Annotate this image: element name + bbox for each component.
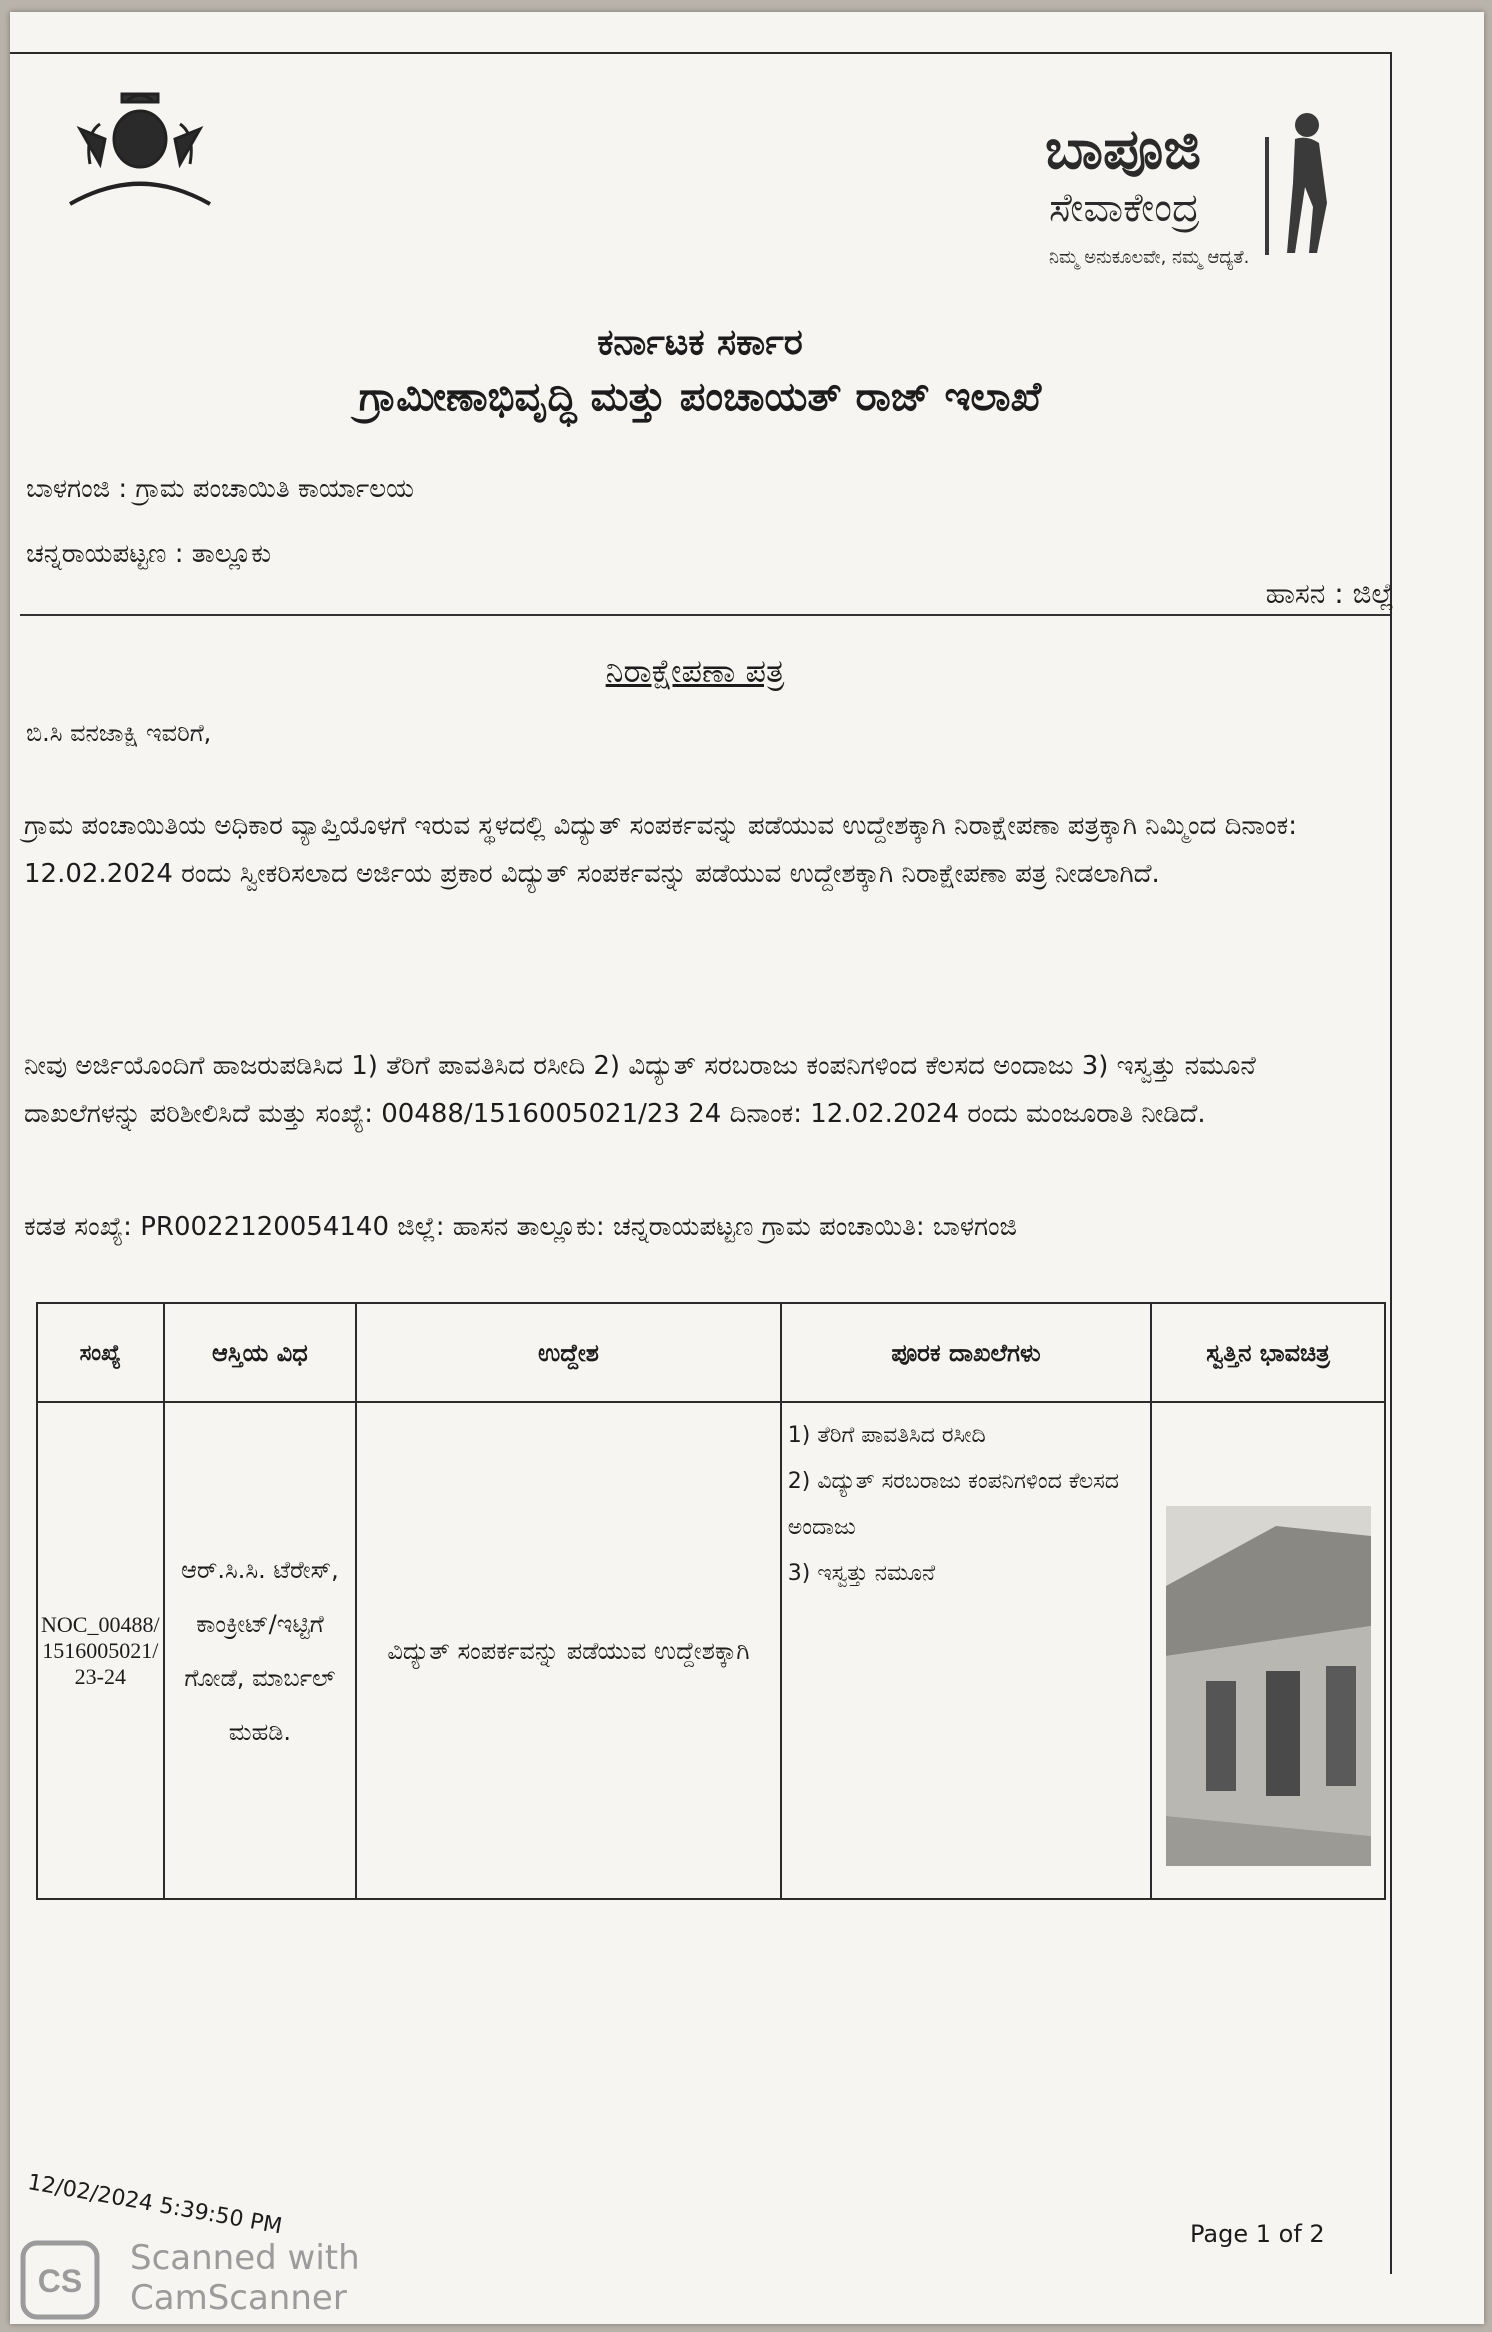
paragraph-documents: ನೀವು ಅರ್ಜಿಯೊಂದಿಗೆ ಹಾಜರುಪಡಿಸಿದ 1) ತೆರಿಗೆ ಪಾವತಿಸಿದ ರಸೀದಿ 2) ವಿದ್ಯುತ್ ಸರಬರಾಜು ಕಂಪನಿಗಳಿಂದ ಕೆಲಸದ ಅಂದಾಜು 3) ಇಸ್ವತ್ತು ನಮೂನೆ ದಾಖಲೆಗಳನ್ನು ಪರಿಶೀಲಿಸಿದೆ ಮತ್ತು ಸಂಖ್ಯೆ: 00488/1516005021/23 24 ದಿನಾಂಕ: 12.02.2024 ರಂದು ಮಂಜೂರಾತಿ ನೀಡಿದೆ. <box>24 1051 1256 1129</box>
column-header: ಉದ್ದೇಶ <box>356 1303 781 1402</box>
property-photo-cell <box>1151 1402 1385 1899</box>
gandhi-silhouette-icon <box>1245 107 1365 257</box>
column-header: ಸಂಖ್ಯೆ <box>37 1303 164 1402</box>
panchayat-office: ಬಾಳಗಂಜಿ : ಗ್ರಾಮ ಪಂಚಾಯಿತಿ ಕಾರ್ಯಾಲಯ <box>26 474 414 504</box>
document-sheet <box>10 12 1484 2324</box>
district-name: ಹಾಸನ : ಜಿಲ್ಲೆ <box>1265 577 1394 610</box>
paragraph-application: ಗ್ರಾಮ ಪಂಚಾಯಿತಿಯ ಅಧಿಕಾರ ವ್ಯಾಪ್ತಿಯೊಳಗೆ ಇರುವ ಸ್ಥಳದಲ್ಲಿ ವಿದ್ಯುತ್ ಸಂಪರ್ಕವನ್ನು ಪಡೆಯುವ ಉದ್ದೇಶಕ್ಕಾಗಿ ನಿರಾಕ್ಷೇಪಣಾ ಪತ್ರಕ್ಕಾಗಿ ನಿಮ್ಮಿಂದ ದಿನಾಂಕ: 12.02.2024 ರಂದು ಸ್ವೀಕರಿಸಲಾದ ಅರ್ಜಿಯ ಪ್ರಕಾರ ವಿದ್ಯುತ್ ಸಂಪರ್ಕವನ್ನು ಪಡೆಯುವ ಉದ್ದೇಶಕ್ಕಾಗಿ ನಿರಾಕ್ಷೇಪಣಾ ಪತ್ರ ನೀಡಲಾಗಿದೆ. <box>24 811 1298 889</box>
document-item: 1) ತೆರಿಗೆ ಪಾವತಿಸಿದ ರಸೀದಿ <box>787 1423 986 1448</box>
taluk-name: ಚನ್ನರಾಯಪಟ್ಟಣ : ತಾಲ್ಲೂಕು <box>26 539 272 569</box>
logo-title: ಬಾಪೂಜಿ <box>1045 117 1201 182</box>
logo-tagline: ನಿಮ್ಮ ಅನುಕೂಲವೇ, ನಮ್ಮ ಆದ್ಯತೆ. <box>1049 247 1250 268</box>
camscanner-watermark <box>20 2232 400 2332</box>
document-item: 3) ಇಸ್ವತ್ತು ನಮೂನೆ <box>787 1561 936 1586</box>
column-header: ಸ್ವತ್ತಿನ ಭಾವಚಿತ್ರ <box>1151 1303 1385 1402</box>
noc-table <box>36 1302 1386 1900</box>
file-reference: ಕಡತ ಸಂಖ್ಯೆ: PR0022120054140 ಜಿಲ್ಲೆ: ಹಾಸನ ತಾಲ್ಲೂಕು: ಚನ್ನರಾಯಪಟ್ಟಣ ಗ್ರಾಮ ಪಂಚಾಯಿತಿ: ಬಾಳಗಂಜಿ <box>24 1212 1018 1242</box>
watermark-text <box>130 2238 360 2318</box>
watermark-line: Scanned with <box>130 2238 360 2278</box>
page-number: Page 1 of 2 <box>1190 2220 1325 2248</box>
documents-cell <box>781 1402 1151 1899</box>
purpose-cell: ವಿದ್ಯುತ್ ಸಂಪರ್ಕವನ್ನು ಪಡೆಯುವ ಉದ್ದೇಶಕ್ಕಾಗಿ <box>356 1402 781 1899</box>
scan-timestamp: 12/02/2024 5:39:50 PM <box>25 2170 284 2240</box>
page-title: ನಿರಾಕ್ಷೇಪಣಾ ಪತ್ರ <box>605 652 785 690</box>
svg-text:CS: CS <box>37 2263 83 2299</box>
camscanner-logo-icon <box>20 2240 100 2320</box>
table-row <box>37 1402 1385 1899</box>
noc-number-cell: NOC_00488/1516005021/23-24 <box>37 1402 164 1899</box>
table-header-row <box>37 1303 1385 1402</box>
column-header: ಆಸ್ತಿಯ ವಿಧ <box>164 1303 357 1402</box>
karnataka-emblem-icon <box>60 84 220 224</box>
bapuji-sevakendra-logo <box>1045 107 1345 287</box>
department-name: ಗ್ರಾಮೀಣಾಭಿವೃದ್ಧಿ ಮತ್ತು ಪಂಚಾಯತ್ ರಾಜ್ ಇಲಾಖೆ <box>358 374 1042 420</box>
header-divider <box>20 614 1390 616</box>
property-type-cell: ಆರ್.ಸಿ.ಸಿ. ಟೆರೇಸ್, ಕಾಂಕ್ರೀಟ್/ಇಟ್ಟಿಗೆ ಗೋಡೆ, ಮಾರ್ಬಲ್ ಮಹಡಿ. <box>164 1402 357 1899</box>
logo-subtitle: ಸೇವಾಕೇಂದ್ರ <box>1049 185 1200 231</box>
watermark-line: CamScanner <box>130 2278 347 2318</box>
document-item: 2) ವಿದ್ಯುತ್ ಸರಬರಾಜು ಕಂಪನಿಗಳಿಂದ ಕೆಲಸದ ಅಂದಾಜು <box>787 1469 1120 1540</box>
property-photo <box>1166 1506 1371 1866</box>
column-header: ಪೂರಕ ದಾಖಲೆಗಳು <box>781 1303 1151 1402</box>
addressee: ಬಿ.ಸಿ ವನಜಾಕ್ಷಿ ಇವರಿಗೆ, <box>26 719 212 747</box>
government-name: ಕರ್ನಾಟಕ ಸರ್ಕಾರ <box>597 322 803 363</box>
